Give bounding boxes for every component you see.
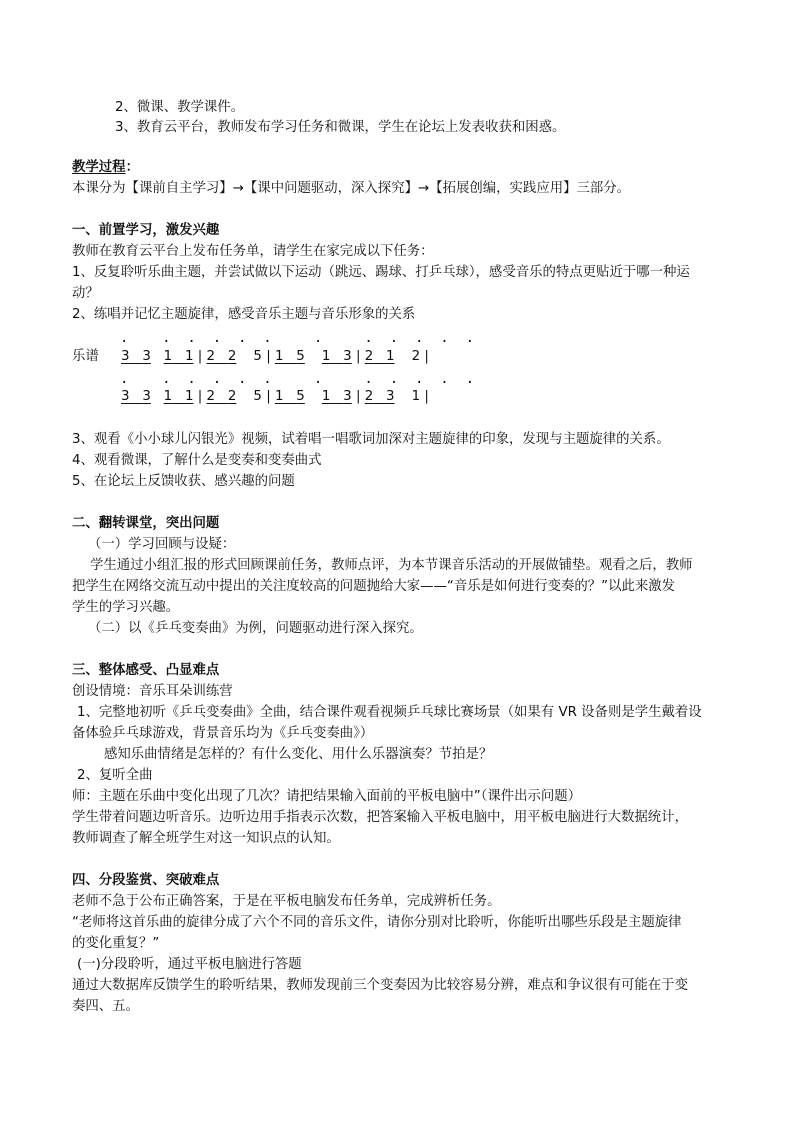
score-row-1: 3 3 1 1 | 2 2 5 | 1 5 1 3 | 2 1 2 | [121, 349, 429, 364]
score-beat: 2 2 [206, 389, 237, 404]
score-beat: 3 3 [121, 389, 151, 404]
section1-intro: 教师在教育云平台上发布任务单，请学生在家完成以下任务： [72, 244, 434, 259]
section3-teacher: 师：主题在乐曲中变化出现了几次？请把结果输入面前的平板电脑中”（课件出示问题） [72, 789, 582, 804]
score-beat: 2 2 [206, 349, 237, 364]
score-beat: 2 3 [364, 389, 395, 404]
section3-title: 三、整体感受、凸显难点 [72, 663, 220, 678]
section2-sub1: （一）学习回顾与设疑： [88, 537, 236, 552]
section1-task1-line1: 1、反复聆听乐曲主题，并尝试做以下运动（跳远、踢球、打乒乓球），感受音乐的特点更贴近于哪一种运 [72, 265, 690, 280]
section2-para-line2: 把学生在网络交流互动中提出的关注度较高的问题抛给大家——“音乐是如何进行变奏的？”以此来激发 [72, 579, 676, 594]
section4-title: 四、分段鉴赏、突破难点 [72, 873, 220, 888]
process-heading-colon: ： [125, 160, 139, 175]
process-heading [72, 159, 724, 177]
section4-sub1: (一)分段聆听，通过平板电脑进行答题 [77, 957, 302, 972]
section3-student-line1: 学生带着问题边听音乐。边听边用手指表示次数，把答案输入平板电脑中，用平板电脑进行大数据统计， [72, 810, 688, 825]
score-beat: 1 5 [274, 389, 305, 404]
materials-item-2: 2、微课、教学课件。 [115, 100, 245, 115]
score-beat: 1 5 [274, 349, 305, 364]
score-dots-row1: . . . . . . . . . . . . [120, 330, 475, 346]
score-row-2: 3 3 1 1 | 2 2 5 | 1 5 1 3 | 2 3 1 | [121, 389, 429, 404]
section4-quote-line2: 的变化重复？” [72, 936, 160, 951]
section3-question: 感知乐曲情绪是怎样的？有什么变化、用什么乐器演奏？节拍是？ [104, 747, 493, 762]
process-intro: 本课分为【课前自主学习】→【课中问题驱动，深入探究】→【拓展创编，实践应用】三部分。 [72, 181, 631, 196]
score-beat: 1 1 [163, 349, 194, 364]
score-beat: 1 1 [163, 389, 194, 404]
section3-item2: 2、复听全曲 [77, 768, 153, 783]
section2-title: 二、翻转课堂，突出问题 [72, 516, 220, 531]
section4-para-line2: 奏四、五。 [72, 999, 139, 1014]
section2-para-line3: 学生的学习兴趣。 [72, 600, 180, 615]
section1-task4: 4、观看微课，了解什么是变奏和变奏曲式 [72, 453, 322, 468]
section2-para-line1: 学生通过小组汇报的形式回顾课前任务，教师点评，为本节课音乐活动的开展做铺垫。观看之后，教师 [90, 558, 693, 573]
section3-item1-line2: 备体验乒乓球游戏，背景音乐均为《乒乓变奏曲》） [72, 726, 374, 741]
score-beat: 1 3 [321, 389, 352, 404]
section1-task2: 2、练唱并记忆主题旋律，感受音乐主题与音乐形象的关系 [72, 307, 416, 322]
section4-intro: 老师不急于公布正确答案，于是在平板电脑发布任务单，完成辨析任务。 [72, 894, 501, 909]
section1-task1-line2: 动？ [72, 286, 99, 301]
process-heading-text: 教学过程 [72, 160, 126, 175]
section3-item1-line1: 1、完整地初听《乒乓变奏曲》全曲，结合课件观看视频乒乓球比赛场景（如果有 VR 设备则是学生戴着设 [77, 705, 702, 720]
section3-student-line2: 教师调查了解全班学生对这一知识点的认知。 [72, 831, 340, 846]
score-beat: 3 3 [121, 349, 151, 364]
section3-scene: 创设情境：音乐耳朵训练营 [72, 684, 233, 699]
score-beat: 2 1 [364, 349, 395, 364]
section1-title: 一、前置学习，激发兴趣 [72, 223, 220, 238]
score-beat: 1 3 [321, 349, 352, 364]
score-dots-row2: . . . . . . . . . . . . [120, 371, 475, 387]
section1-task3: 3、观看《小小球儿闪银光》视频，试着唱一唱歌词加深对主题旋律的印象，发现与主题旋律的关系。 [72, 432, 670, 447]
section1-task5: 5、在论坛上反馈收获、感兴趣的问题 [72, 474, 295, 489]
score-label: 乐谱 [72, 349, 99, 364]
materials-item-3: 3、教育云平台，教师发布学习任务和微课，学生在论坛上发表收获和困惑。 [115, 120, 566, 135]
section4-quote-line1: “老师将这首乐曲的旋律分成了六个不同的音乐文件，请你分别对比聆听，你能听出哪些乐段是主题旋律 [72, 915, 682, 930]
section4-para-line1: 通过大数据库反馈学生的聆听结果，教师发现前三个变奏因为比较容易分辨，难点和争议很有可能在于变 [72, 978, 688, 993]
section2-sub2: （二）以《乒乓变奏曲》为例，问题驱动进行深入探究。 [88, 621, 423, 636]
